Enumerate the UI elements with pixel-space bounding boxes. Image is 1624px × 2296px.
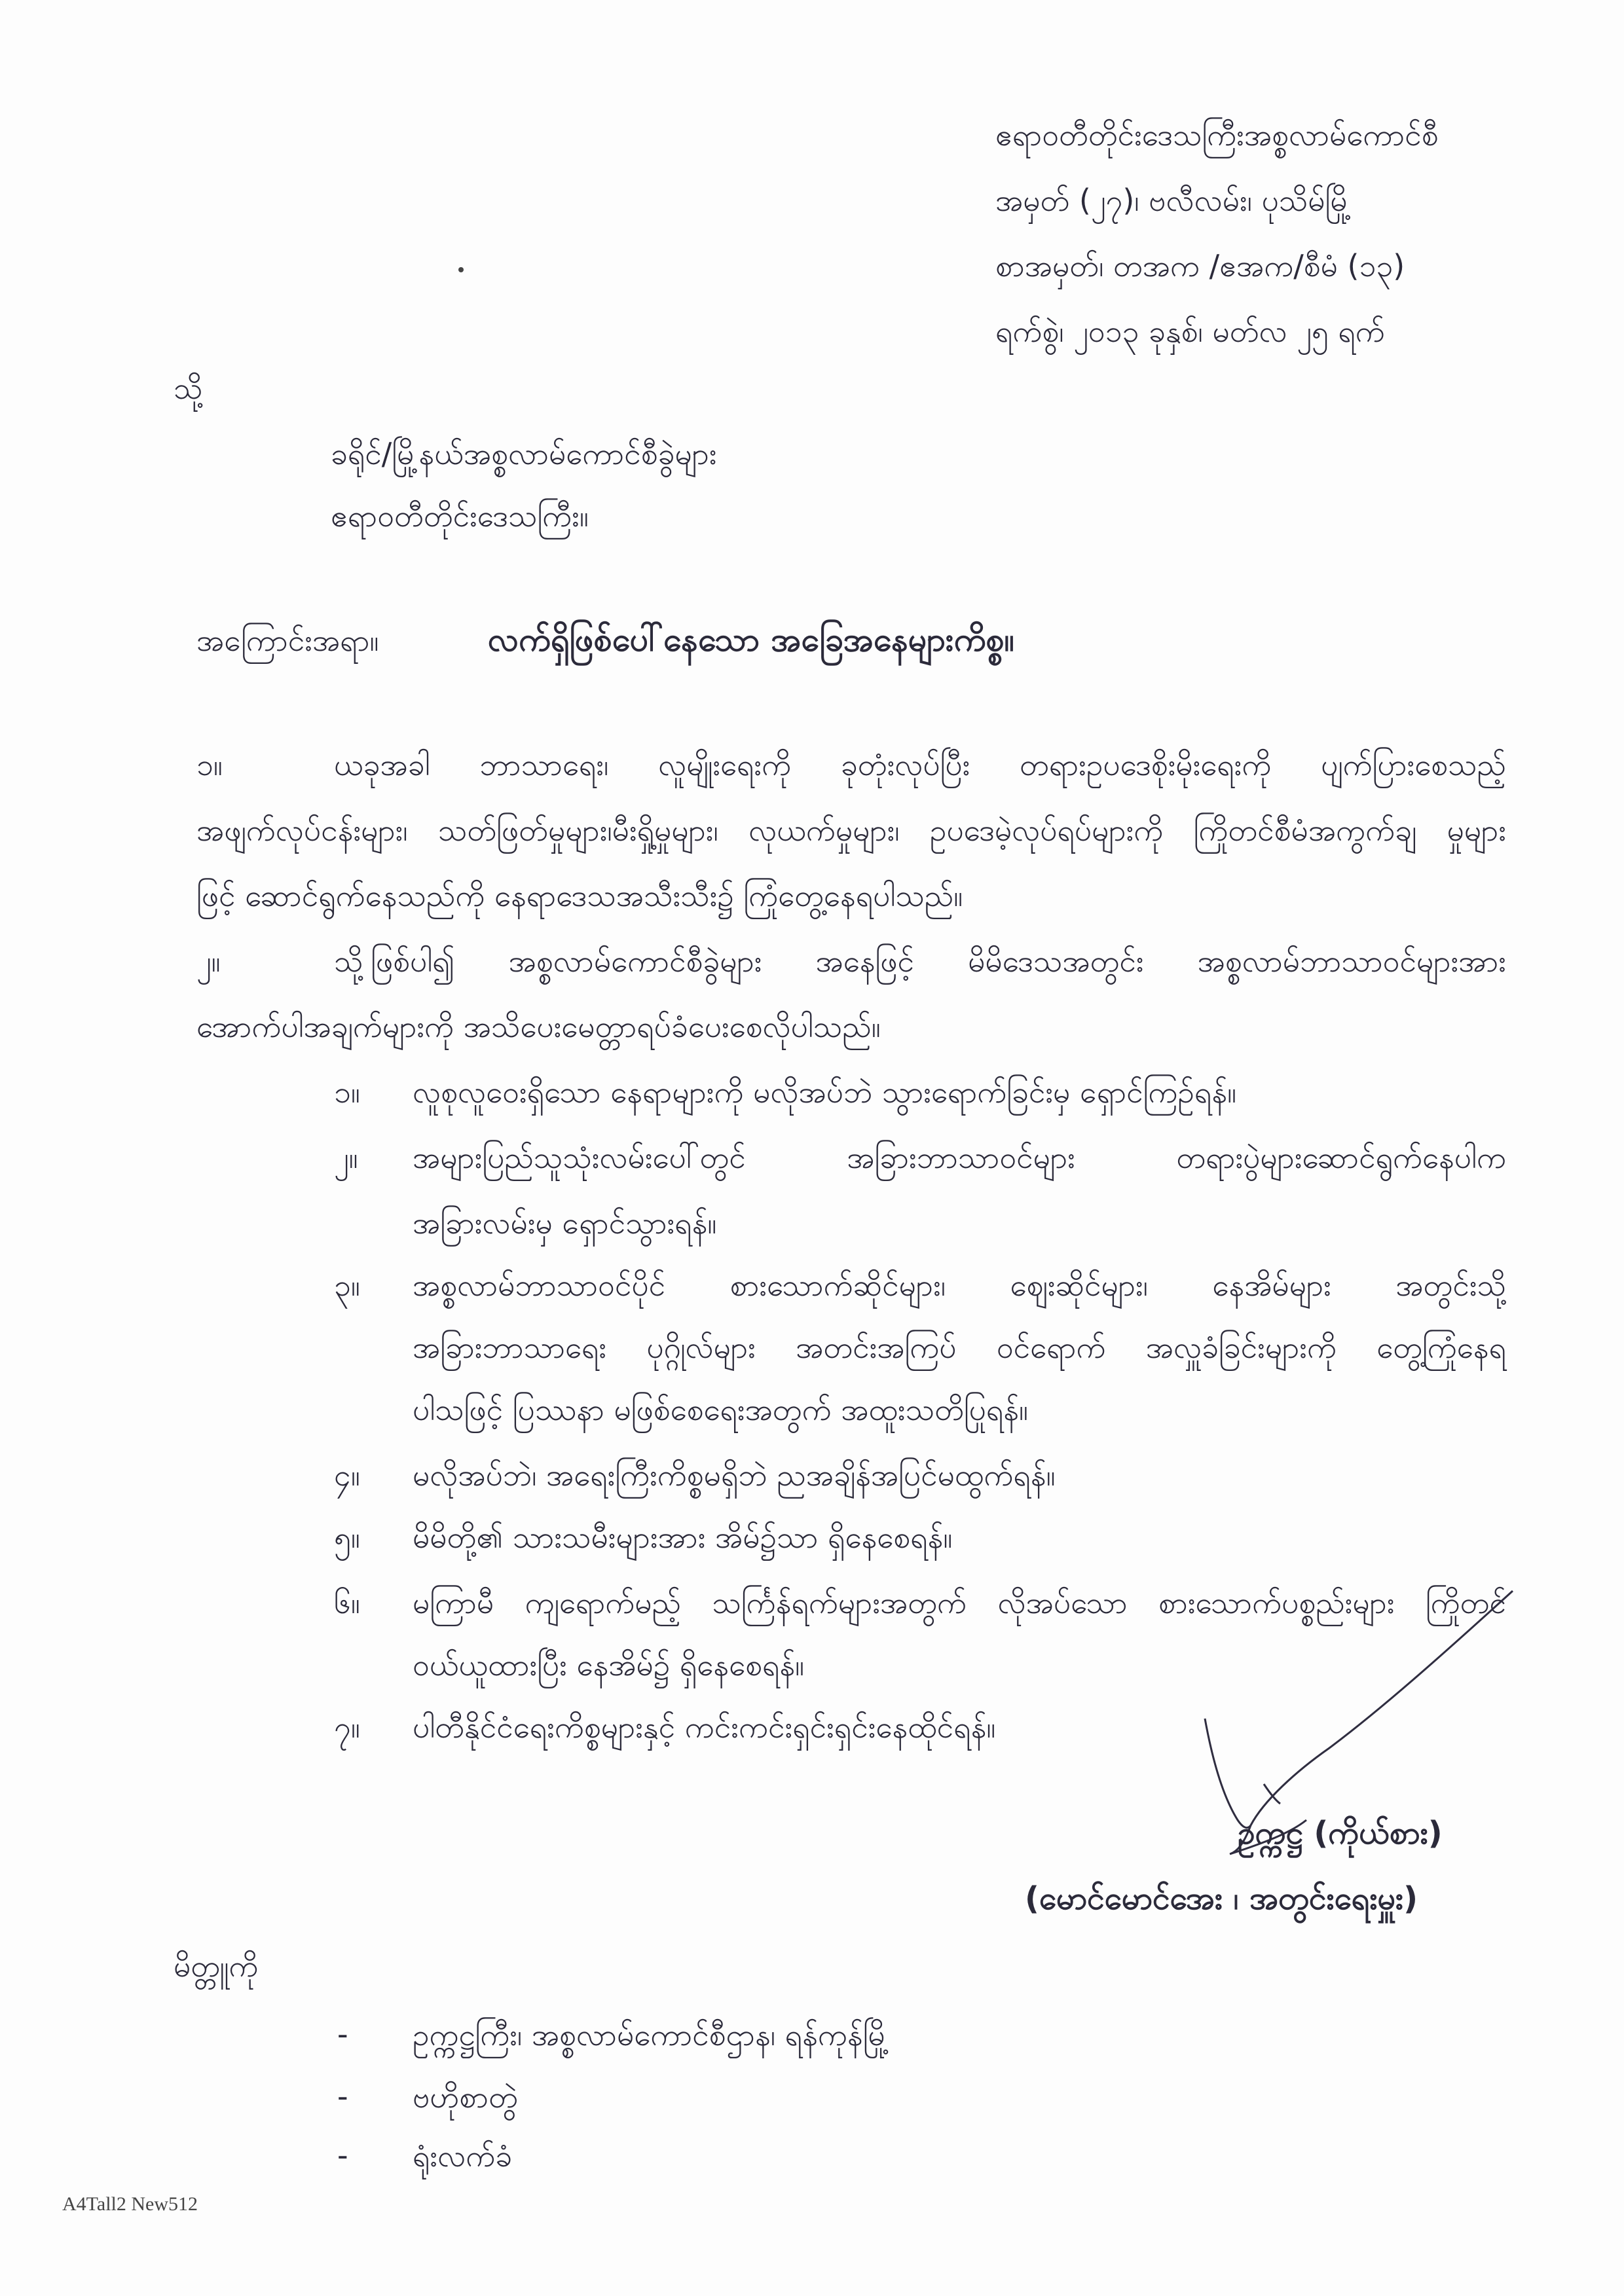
list-item-5-text: မိမိတို့၏ သားသမီးများအား အိမ်၌သာ ရှိနေစေရန်။ (413, 1520, 953, 1555)
signature-stroke-2 (1251, 1591, 1513, 1825)
list-item-2-line-2: အခြားလမ်းမှ ရှောင်သွားရန်။ (413, 1205, 717, 1241)
cc-item-2: ဗဟိုစာတွဲ (413, 2079, 518, 2115)
list-item-1-text: လူစုလူဝေးရှိသော နေရာများကို မလိုအပ်ဘဲ သွားရောက်ခြင်းမှ ရှောင်ကြဉ်ရန်။ (413, 1074, 1237, 1110)
list-item-3-line-1: အစ္စလာမ်ဘာသာဝင်ပိုင် စားသောက်ဆိုင်များ၊ ဈေးဆိုင်များ၊ နေအိမ်များ အတွင်းသို့ (413, 1267, 1506, 1303)
signature-stroke-1 (1205, 1719, 1251, 1828)
cc-item-3-dash: - (337, 2138, 348, 2173)
signature-stroke-4 (1264, 1784, 1280, 1804)
header-org-name: ဧရာဝတီတိုင်းဒေသကြီးအစ္စလာမ်ကောင်စီ (995, 117, 1439, 153)
addressee-line-2: ဧရာဝတီတိုင်းဒေသကြီး။ (331, 498, 589, 534)
paragraph-1-number: ၁။ (196, 747, 223, 782)
cc-item-1-dash: - (337, 2016, 348, 2052)
signatory-name: (မောင်မောင်အေး ၊ အတွင်းရေးမှူး) (1025, 1880, 1418, 1917)
paragraph-2-line-1: သို့ဖြစ်ပါ၍ အစ္စလာမ်ကောင်စီခွဲများ အနေဖြင့် မိမိဒေသအတွင်း အစ္စလာမ်ဘာသာဝင်များအား (334, 943, 1506, 979)
list-item-3-number: ၃။ (334, 1267, 360, 1303)
cc-item-3: ရုံးလက်ခံ (413, 2138, 513, 2174)
paragraph-1-line-1: ယခုအခါ ဘာသာရေး၊ လူမျိုးရေးကို ခုတုံးလုပ်ပြီး တရားဥပဒေစိုးမိုးရေးကို ပျက်ပြားစေသည့် (334, 747, 1506, 782)
list-item-6-line-1: မကြာမီ ကျရောက်မည့် သင်္ကြန်ရက်များအတွက် လိုအပ်သော စားသောက်ပစ္စည်းများ ကြိုတင် (413, 1585, 1506, 1620)
header-reference-number: စာအမှတ်၊ တအက /ဧအက/စီမံ (၁၃) (995, 248, 1405, 283)
stray-dot (458, 267, 464, 272)
paragraph-2-line-2: အောက်ပါအချက်များကို အသိပေးမေတ္တာရပ်ခံပေးစေလိုပါသည်။ (196, 1009, 881, 1044)
to-label: သို့ (174, 371, 203, 406)
cc-label: မိတ္တူကို (174, 1948, 259, 1984)
header-address: အမှတ် (၂၇)၊ ဗလီလမ်း၊ ပုသိမ်မြို့ (995, 183, 1352, 218)
addressee-line-1: ခရိုင်/မြို့နယ်အစ္စလာမ်ကောင်စီခွဲများ (331, 436, 717, 471)
list-item-6-line-2: ဝယ်ယူထားပြီး နေအိမ်၌ ရှိနေစေရန်။ (413, 1647, 805, 1683)
list-item-2-number: ၂။ (334, 1140, 358, 1175)
cc-item-1: ဥက္ကဋ္ဌကြီး၊ အစ္စလာမ်ကောင်စီဌာန၊ ရန်ကုန်မြို့ (413, 2017, 890, 2052)
list-item-5-number: ၅။ (334, 1520, 360, 1555)
signatory-title: ဥက္ကဋ္ဌ (ကိုယ်စား) (1238, 1815, 1443, 1851)
list-item-4-number: ၄။ (334, 1457, 360, 1493)
list-item-7-text: ပါတီနိုင်ငံရေးကိစ္စများနှင့် ကင်းကင်းရှင်းရှင်းနေထိုင်ရန်။ (413, 1709, 996, 1745)
subject-label: အကြောင်းအရာ။ (196, 623, 379, 658)
list-item-6-number: ၆။ (334, 1585, 360, 1620)
cc-item-2-dash: - (337, 2079, 348, 2114)
list-item-3-line-2: အခြားဘာသာရေး ပုဂ္ဂိုလ်များ အတင်းအကြပ် ဝင်ရောက် အလှူခံခြင်းများကို တွေ့ကြုံနေရ (413, 1330, 1506, 1365)
list-item-2-line-1: အများပြည်သူသုံးလမ်းပေါ်တွင် အခြားဘာသာဝင်များ တရားပွဲများဆောင်ရွက်နေပါက (413, 1140, 1506, 1175)
list-item-1-number: ၁။ (334, 1074, 360, 1110)
subject-text: လက်ရှိဖြစ်ပေါ်နေသော အခြေအနေများကိစ္စ။ (488, 621, 1014, 659)
paragraph-2-number: ၂။ (196, 943, 221, 979)
list-item-4-text: မလိုအပ်ဘဲ၊ အရေးကြီးကိစ္စမရှိဘဲ ညအချိန်အပြင်မထွက်ရန်။ (413, 1457, 1056, 1493)
paragraph-1-line-3: ဖြင့် ဆောင်ရွက်နေသည်ကို နေရာဒေသအသီးသီး၌ ကြုံတွေ့နေရပါသည်။ (196, 878, 963, 913)
list-item-3-line-3: ပါသဖြင့် ပြဿနာ မဖြစ်စေရေးအတွက် အထူးသတိပြုရန်။ (413, 1392, 1028, 1427)
header-date: ရက်စွဲ၊ ၂၀၁၃ ခုနှစ်၊ မတ်လ ၂၅ ရက် (995, 314, 1385, 349)
list-item-7-number: ၇။ (334, 1709, 360, 1745)
footer-tag: A4Tall2 New512 (62, 2193, 198, 2215)
paragraph-1-line-2: အဖျက်လုပ်ငန်းများ၊ သတ်ဖြတ်မှုများ၊မီးရှို့မှုများ၊ လုယက်မှုများ၊ ဥပဒေမဲ့လုပ်ရပ်များကို ကြိုတင်စီမံအကွက်ချ မှုများ (196, 812, 1506, 848)
